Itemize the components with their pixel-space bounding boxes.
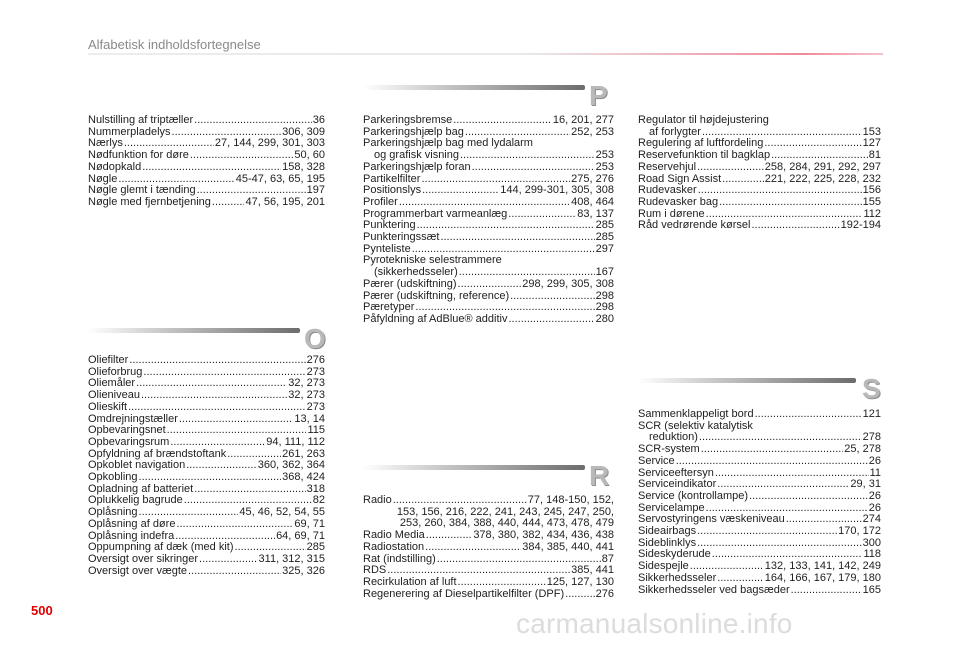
index-entry [638,409,881,421]
index-entry-name: Road Sign Assist [638,172,722,185]
leader-dots [399,197,570,209]
index-entry-name: SCR-system [638,443,700,456]
index-entry-heading: Parkeringshjælp bag med lydalarm [363,137,533,150]
index-entry-pages: 298 [595,301,614,314]
index-entry-name: Sammenklappeligt bord [638,408,754,420]
index-entry-name: Profiler [363,195,398,208]
index-entry-pages: 153 [862,125,881,138]
index-entry-pages: 82 [312,494,325,507]
index-entry-pages: 298 [595,289,614,302]
index-entry-name: Serviceindikator [638,478,717,491]
index-entry-name: Positionslys [363,184,422,197]
index-entry-pages: 32, 273 [288,377,325,390]
index-entry-pages: 144, 299-301, 305, 308 [500,184,614,197]
index-entry-pages: 165 [862,583,881,596]
index-entry-pages: 285 [595,219,614,232]
index-entry-name: Sideblinklys [638,536,697,549]
index-entry-pages-continued: 153, 156, 216, 222, 241, 243, 245, 247, 250, [396,505,614,518]
index-entry-pages: 261, 263 [282,447,325,460]
index-entry-pages: 285 [306,541,325,554]
index-entry-pages: 384, 385, 440, 441 [522,540,614,553]
leader-dots [188,566,281,578]
index-section-s [638,409,881,596]
leader-dots [715,468,869,480]
index-entry [363,162,614,174]
index-entry-pages: 298, 299, 305, 308 [522,277,614,290]
index-entry-name: Nærlys [88,137,123,150]
index-entry-pages: 378, 380, 382, 434, 436, 438 [473,529,614,542]
index-entry-name: Oliefilter [88,354,129,366]
leader-dots [458,577,546,589]
section-r-bar [363,465,585,470]
index-entry-pages: 274 [862,513,881,526]
leader-dots [458,279,522,291]
leader-dots [194,115,312,127]
index-entry-pages: 273 [306,400,325,413]
index-entry [88,162,325,174]
index-entry-name: Pærer (udskiftning) [363,277,457,290]
index-section-p [363,115,614,326]
index-entry-pages: 368, 424 [282,471,325,484]
index-entry [88,355,325,367]
index-entry-pages: 27, 144, 299, 301, 303 [214,137,325,150]
index-entry-name: Rum i dørene [638,207,705,220]
leader-dots [186,460,256,472]
leader-dots [139,472,282,484]
leader-dots [755,409,862,421]
index-entry-name: Nulstilling af triptæller [88,114,194,126]
index-entry-pages: 16, 201, 277 [552,114,614,126]
leader-dots [676,456,868,468]
index-entry-name: reduktion) [649,431,698,444]
index-entry-name: Oplåsning af døre [88,517,176,530]
index-entry-heading: Regulator til højdejustering [638,114,769,126]
index-entry-pages: 156 [862,184,881,197]
section-s-letter: S [862,373,881,404]
index-entry-name: Pæretyper [363,301,415,314]
index-entry [638,573,881,585]
index-entry [363,589,614,601]
index-entry-name: Oplåsning indefra [88,529,175,542]
leader-dots [136,378,287,390]
index-entry-pages: 32, 273 [288,389,325,402]
index-entry-pages: 64, 69, 71 [276,529,325,542]
index-entry [638,491,881,503]
index-entry-pages: 164, 166, 167, 179, 180 [764,571,881,584]
index-entry-radio [363,495,614,507]
index-entry [363,279,614,291]
index-entry-name: Parkeringshjælp foran [363,160,471,173]
index-entry-name: Oplukkelig bagrude [88,494,183,507]
index-entry-pages: 83, 137 [577,207,614,220]
index-entry-name: Parkeringshjælp bag [363,125,464,138]
index-entry-name: Oliemåler [88,377,136,390]
leader-dots [749,491,868,503]
index-entry-pages: 155 [862,195,881,208]
watermark: carmanualsonline.info [516,608,793,639]
index-entry-name: Pærer (udskiftning, reference) [363,289,510,302]
index-entry-name: Parkeringsbremse [363,114,453,126]
index-entry-pages: 158, 328 [282,160,325,173]
leader-dots [791,585,862,597]
index-entry-name: Nøgle med fjernbetjening [88,195,211,208]
index-entry-pages: 273 [306,365,325,378]
leader-dots [719,197,862,209]
index-entry-pages: 115 [307,424,325,437]
leader-dots [697,162,764,174]
index-entry-name: Recirkulation af luft [363,575,457,588]
leader-dots [141,390,287,402]
index-entry-name: Oppumpning af dæk (med kit) [88,541,234,554]
index-entry-pages: 170, 172 [838,525,881,538]
index-entry-pages: 26 [868,489,881,502]
leader-dots [722,174,764,186]
index-entry-name: Nummerpladelys [88,125,171,138]
index-entry-pages: 278 [862,431,881,444]
leader-dots [508,314,594,326]
section-p-letter: P [589,80,608,111]
index-entry-pages: 36 [312,114,325,126]
index-entry-name: Olieskift [88,400,128,413]
index-entry-pages-continued: 253, 260, 384, 388, 440, 444, 473, 478, 479 [399,517,614,530]
index-section-o [88,355,325,577]
index-entry-pages: 197 [306,184,325,197]
section-r-letter: R [589,460,610,491]
index-entry-name: Partikelfilter [363,172,421,185]
index-entry-name: Oversigt over vægte [88,564,188,577]
index-entry-name: Punkteringssæt [363,231,440,244]
page-header-title: Alfabetisk indholdsfortegnelse [88,37,261,52]
leader-dots [176,519,293,531]
index-entry-name: Service [638,454,675,467]
index-entry-name: Rudevasker [638,184,697,197]
leader-dots [179,414,294,426]
index-entry [88,472,325,484]
index-entry-pages: 275, 276 [571,172,614,185]
leader-dots [212,197,245,209]
index-entry-pages: 50, 60 [294,149,325,162]
section-s-bar [638,378,856,383]
index-entry-name: Pynteliste [363,242,411,255]
index-entry-name: Opbevaringsnet [88,424,166,437]
index-entry-name: Sikkerhedsseler [638,571,717,584]
index-entry-pages: 132, 133, 141, 142, 249 [764,560,881,573]
index-entry [363,197,614,209]
index-entry [88,115,325,127]
leader-dots [508,209,576,221]
index-entry [88,197,325,209]
leader-dots [701,444,844,456]
index-entry-pages: 276 [306,354,325,366]
index-section-r-continued [638,115,881,232]
index-entry-pages: 26 [868,501,881,514]
index-entry-pages: 325, 326 [282,564,325,577]
index-entry-name: RDS [363,564,387,577]
index-entry-name: og grafisk visning [374,149,459,162]
index-entry-pages: 280 [595,312,614,325]
leader-dots [194,484,305,496]
index-entry-name: Rat (indstilling) [363,552,436,565]
index-entry [363,232,614,244]
leader-dots [190,150,294,162]
index-entry-name: Servostyringens væskeniveau [638,513,785,526]
index-entry-pages: 11 [869,466,881,479]
leader-dots [565,589,595,601]
index-entry-pages: 47, 56, 195, 201 [245,195,325,208]
index-section-n [88,115,325,209]
index-entry-heading: Pyrotekniske selestrammere [363,254,502,267]
leader-dots [752,220,840,232]
index-entry-name: Oplåsning [88,506,138,519]
index-entry-name: Programmerbart varmeanlæg [363,207,508,220]
index-entry-pages: 318 [306,482,325,495]
index-entry-name: Sikkerhedsseler ved bagsæder [638,583,790,596]
index-entry [88,519,325,531]
index-entry-name: Nøgle glemt i tænding [88,184,196,197]
leader-dots [472,162,595,174]
leader-dots [698,185,862,197]
index-entry-name: Radiostation [363,540,425,553]
index-entry-name: Radio Media [363,529,425,542]
index-entry-name: Servicelampe [638,501,705,514]
index-entry [638,456,881,468]
index-entry [88,554,325,566]
index-entry-pages: 192-194 [840,219,881,232]
leader-dots [440,232,594,244]
index-entry [638,220,881,232]
leader-dots [143,367,305,379]
index-entry-name: Sideskyderude [638,548,711,561]
index-entry-pages: 167 [595,266,614,279]
leader-dots [142,162,281,174]
index-entry-name: Nøgle [88,172,118,185]
index-entry-pages: 360, 362, 364 [257,459,325,472]
index-entry-pages: 221, 222, 225, 228, 232 [764,172,881,185]
index-entry-pages: 81 [868,149,881,162]
index-entry-pages: 26 [868,454,881,467]
index-entry-pages: 118 [863,548,881,561]
section-p-bar [363,85,585,90]
index-entry-name: Olieforbrug [88,365,143,378]
section-o-letter: O [304,323,326,354]
index-entry-pages: 276 [595,587,614,600]
index-entry-pages: 258, 284, 291, 292, 297 [764,160,881,173]
leader-dots [764,138,861,150]
index-entry-name: Opbevaringsrum [88,435,170,448]
index-entry [638,526,881,538]
index-entry-name: Olieniveau [88,389,140,402]
index-entry-pages: 69, 71 [294,517,325,530]
index-entry-heading: SCR (selektiv katalytisk [638,419,753,432]
leader-dots [128,402,306,414]
index-entry-name: Regenerering af Dieselpartikelfilter (DPF) [363,587,565,600]
index-entry-pages: 300 [862,536,881,549]
index-entry-name: Reservefunktion til bagklap [638,149,771,162]
leader-dots [697,526,837,538]
leader-dots [460,150,595,162]
leader-dots [422,185,499,197]
index-entry-name: Radio [363,494,392,506]
index-entry-pages: 385, 441 [571,564,614,577]
index-entry-name: Påfyldning af AdBlue® additiv [363,312,508,325]
index-entry [638,162,881,174]
index-section-r-entries [363,530,614,600]
index-entry-name: Opladning af batteriet [88,482,194,495]
index-entry [88,566,325,578]
index-entry-name: Opfyldning af brændstoftank [88,447,227,460]
index-entry [363,115,614,127]
index-entry-pages: 29, 31 [850,478,881,491]
index-entry-pages: 252, 253 [571,125,614,138]
index-entry [363,542,614,554]
index-entry [638,585,881,597]
index-entry-pages: 125, 127, 130 [546,575,614,588]
index-entry-pages: 112 [863,207,881,220]
index-entry-name: Sideairbags [638,525,697,538]
index-entry-pages: 253 [595,160,614,173]
leader-dots [697,538,862,550]
index-entry-pages: 77, 148-150, 152, [527,494,614,506]
index-entry [363,314,614,326]
index-entry-name: Punktering [363,219,416,232]
index-entry-name: (sikkerhedsseler) [374,266,458,279]
index-entry-name: Service (kontrollampe) [638,489,749,502]
leader-dots [417,220,595,232]
index-entry [363,577,614,589]
leader-dots [699,432,862,444]
index-entry-pages: 45, 46, 52, 54, 55 [239,506,325,519]
index-entry [638,197,881,209]
leader-dots [426,530,473,542]
index-entry-pages: 127 [862,137,881,150]
index-entry-name: Opkoblet navigation [88,459,186,472]
index-entry-pages: 297 [595,242,614,255]
index-entry-name: Serviceeftersyn [638,466,714,479]
index-entry-pages: 285 [595,231,614,244]
index-entry-name: Oversigt over sikringer [88,552,199,565]
index-entry-pages: 13, 14 [294,412,325,425]
leader-dots [453,115,552,127]
leader-dots [199,554,257,566]
index-entry-pages: 306, 309 [282,125,325,138]
index-entry-name: Råd vedrørende kørsel [638,219,751,232]
index-entry-pages: 87 [601,552,614,565]
index-entry-name: Reservehjul [638,160,697,173]
index-entry [88,402,325,414]
leader-dots [129,355,305,367]
leader-dots [393,495,527,507]
index-entry-pages: 253 [595,149,614,162]
leader-dots [510,291,595,303]
leader-dots [425,542,521,554]
index-entry-name: Regulering af luftfordeling [638,137,764,150]
index-entry-pages: 408, 464 [571,195,614,208]
section-o-bar [88,328,300,333]
index-entry-pages: 45-47, 63, 65, 195 [235,172,325,185]
index-entry-name: Rudevasker bag [638,195,719,208]
index-entry [88,437,325,449]
index-entry-name: Nødopkald [88,160,142,173]
index-entry-name: Opkobling [88,471,138,484]
index-entry-name: Sidespejle [638,560,689,573]
index-section-r [363,495,614,600]
index-entry-name: Nødfunktion for døre [88,149,189,162]
index-entry-pages: 311, 312, 315 [258,552,325,565]
index-entry-pages: 94, 111, 112 [266,435,325,448]
index-entry-name: af forlygter [649,125,701,138]
index-entry-pages: 121 [862,408,881,420]
index-entry-name: Omdrejningstæller [88,412,178,425]
leader-dots [717,573,764,585]
index-entry-pages: 25, 278 [844,443,881,456]
header-divider [88,53,883,55]
leader-dots [170,437,265,449]
page-number: 500 [31,603,53,618]
